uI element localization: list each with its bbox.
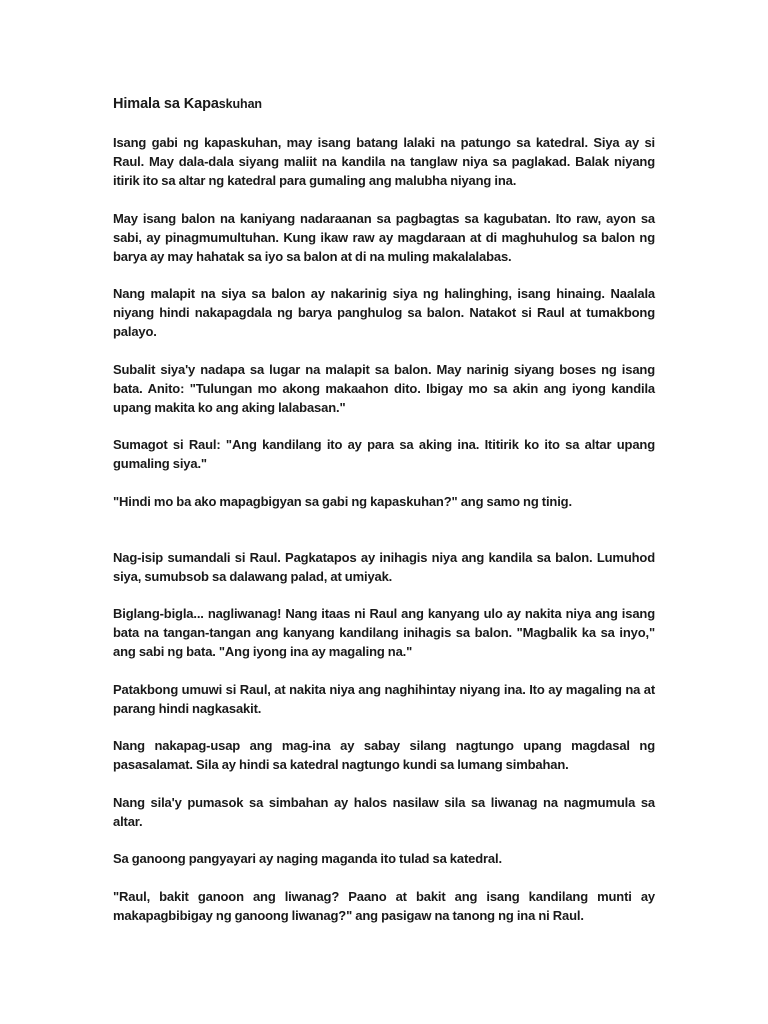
paragraph-6: "Hindi mo ba ako mapagbigyan sa gabi ng kapaskuhan?" ang samo ng tinig.	[113, 493, 572, 509]
paragraph-11: Nang sila'y pumasok sa simbahan ay halos nasilaw sila sa liwanag na nagmumula sa altar.	[113, 794, 655, 829]
paragraph-8: Biglang-bigla... nagliwanag! Nang itaas ni Raul ang kanyang ulo ay nakita niya ang isang bata na tangan-tangan ang kanyang kandilang inihagis sa balon. "Magbalik ka sa inyo," ang sabi ng bata. "Ang iyong ina ay magaling na."	[113, 606, 655, 659]
paragraph-13: "Raul, bakit ganoon ang liwanag? Paano at bakit ang isang kandilang munti ay makapagbibigay ng ganoong liwanag?" ang pasigaw na tanong ng ina ni Raul.	[113, 888, 655, 923]
paragraph-12: Sa ganoong pangyayari ay naging maganda ito tulad sa katedral.	[113, 851, 502, 866]
document-title	[113, 94, 655, 114]
paragraph-3: Nang malapit na siya sa balon ay nakarinig siya ng halinghing, isang hinaing. Naalala niyang hindi nakapagdala ng barya panghulog sa balon. Natakot si Raul at tumakbong palayo.	[113, 286, 655, 339]
paragraph-5: Sumagot si Raul: "Ang kandilang ito ay para sa aking ina. Ititirik ko ito sa altar upang gumaling siya."	[113, 437, 655, 471]
paragraph-9: Patakbong umuwi si Raul, at nakita niya ang naghihintay niyang ina. Ito ay magaling na at parang hindi nagkasakit.	[113, 681, 655, 716]
paragraph-1: Isang gabi ng kapaskuhan, may isang batang lalaki na patungo sa katedral. Siya ay si Raul. May dala-dala siyang maliit na kandila na tanglaw niya sa paglakad. Balak niyang itirik ito sa altar ng katedral para gumaling ang malubha niyang ina.	[113, 135, 655, 188]
paragraph-4: Subalit siya'y nadapa sa lugar na malapit sa balon. May narinig siyang boses ng isang bata. Anito: "Tulungan mo akong makaahon dito. Ibigay mo sa akin ang iyong kandila upang makita ko ang aking lalabasan."	[113, 361, 655, 415]
paragraph-10: Nang nakapag-usap ang mag-ina ay sabay silang nagtungo upang magdasal ng pasasalamat. Sila ay hindi sa katedral nagtungo kundi sa lumang simbahan.	[113, 738, 655, 772]
title-main: Himala sa Kapa	[113, 96, 219, 112]
document-page	[113, 94, 655, 943]
title-tail: skuhan	[218, 97, 262, 111]
paragraph-2: May isang balon na kaniyang nadaraanan sa pagbagtas sa kagubatan. Ito raw, ayon sa sabi, ay pinagmumultuhan. Kung ikaw raw ay magdaraan at di maghuhulog sa balon ng barya ay may hahatak sa iyo sa balon at di na muling makalalabas.	[113, 210, 655, 264]
paragraph-7: Nag-isip sumandali si Raul. Pagkatapos ay inihagis niya ang kandila sa balon. Lumuhod siya, sumubsob sa dalawang palad, at umiyak.	[113, 549, 655, 584]
